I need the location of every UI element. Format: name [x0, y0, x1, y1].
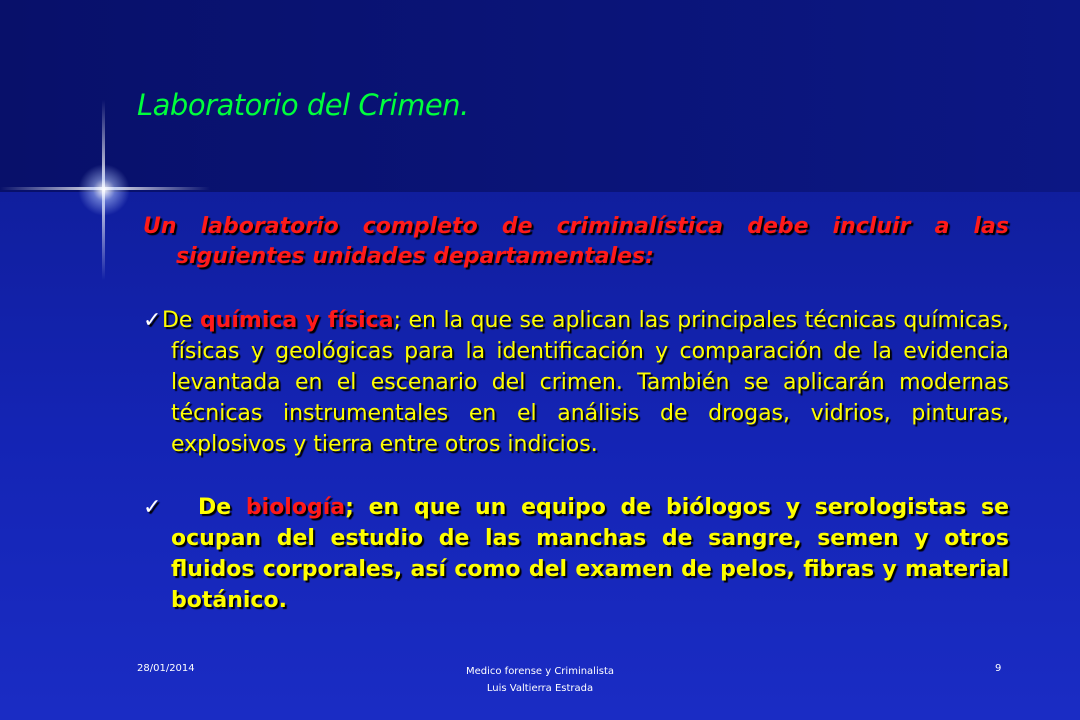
bullet-lead: De	[168, 495, 246, 520]
bullet-lead: De	[161, 308, 200, 333]
bullet-text: ; en la que se aplican las principales técnicas químicas, físicas y geológicas para la identificación y comparación de la evidencia levantada en el escenario del crimen. También se aplicarán modernas técnicas instrumentales en el análisis de drogas, vidrios, pinturas, explosivos y tierra entre otros indicios.	[171, 308, 1010, 457]
footer-line-1: Medico forense y Criminalista	[465, 666, 615, 677]
bullet-highlight: química y física	[199, 308, 394, 333]
bullet-highlight: biología	[245, 495, 346, 520]
lens-flare-glow	[78, 164, 130, 216]
footer-author	[440, 663, 640, 697]
slide-title: Laboratorio del Crimen.	[137, 88, 469, 122]
bullet-text: ; en que un equipo de biólogos y serologistas se ocupan del estudio de las manchas de sangre, semen y otros fluidos corporales, así como del examen de pelos, fibras y material botánico.	[171, 495, 1009, 613]
footer-date: 28/01/2014	[137, 663, 195, 674]
footer-line-2: Luis Valtierra Estrada	[486, 683, 594, 694]
bullet-biologia	[143, 492, 1009, 616]
checkmark-icon: ✓	[143, 308, 162, 333]
bullet-quimica-fisica	[143, 305, 1009, 460]
intro-paragraph: Un laboratorio completo de criminalística debe incluir a las siguientes unidades departamentales:	[143, 214, 1009, 269]
checkmark-icon: ✓	[143, 495, 169, 520]
footer-page-number: 9	[995, 663, 1002, 674]
slide-body	[143, 212, 1009, 616]
